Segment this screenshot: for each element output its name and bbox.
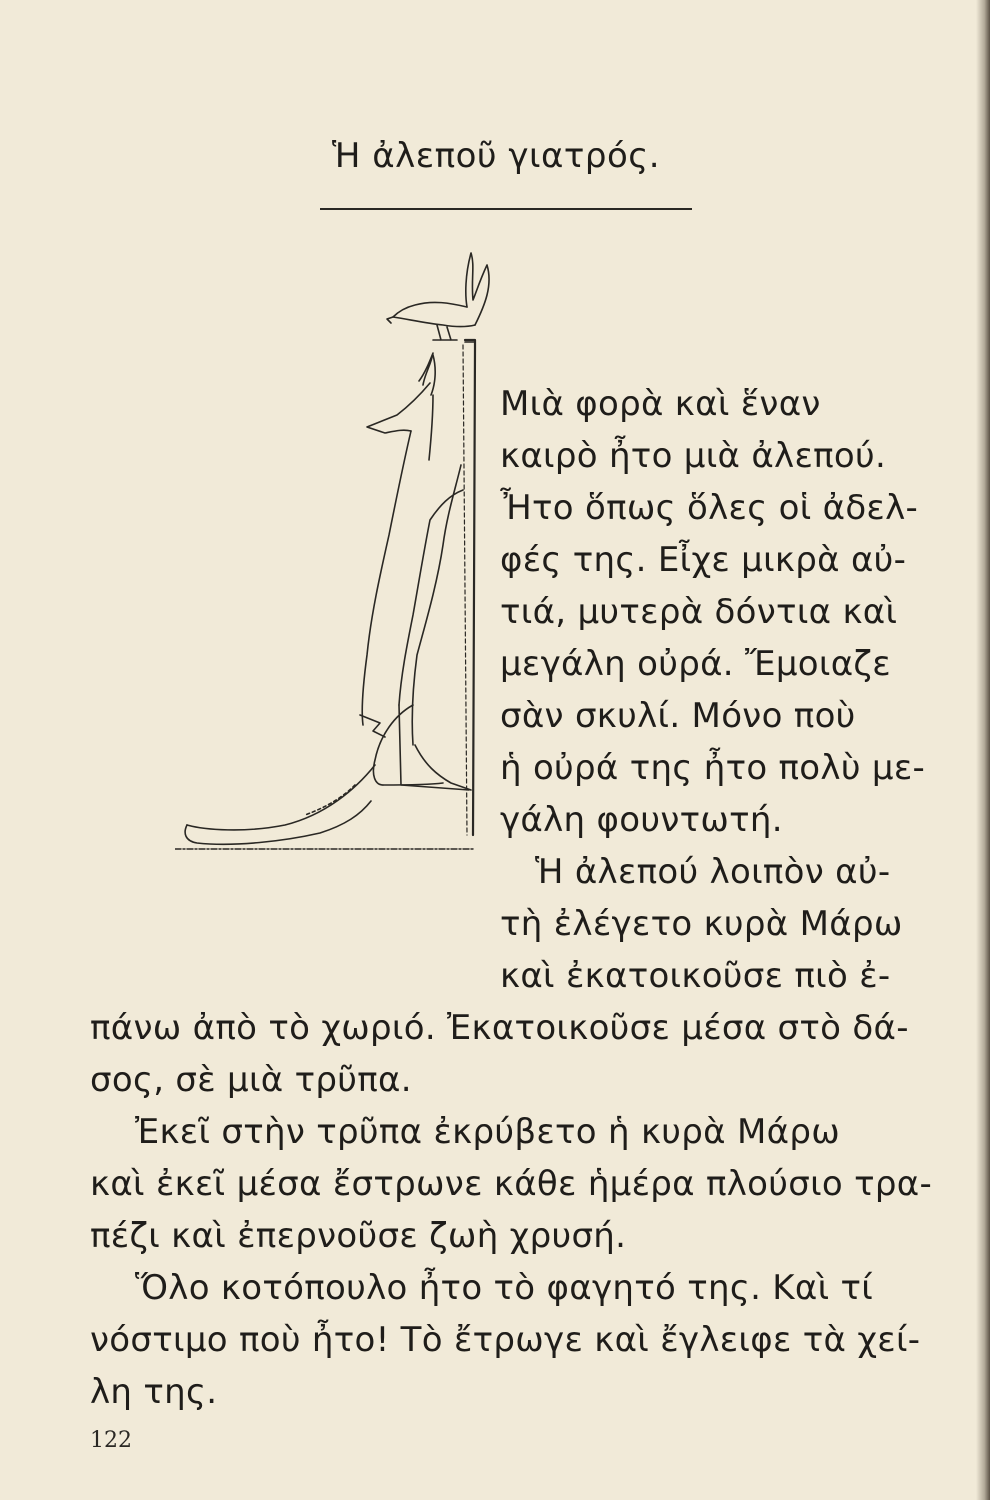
text-line: Ἐκεῖ στὴν τρῦπα ἐκρύβετο ἡ κυρὰ Μάρω — [135, 1112, 840, 1152]
text-line: φές της. Εἶχε μικρὰ αὐ- — [500, 540, 907, 580]
text-line: Ἡ ἀλεπού λοιπὸν αὐ- — [535, 852, 891, 892]
text-line: νόστιμο ποὺ ἦτο! Τὸ ἔτρωγε καὶ ἔγλειφε τὰ χεί- — [90, 1320, 921, 1360]
text-line: τὴ ἐλέγετο κυρὰ Μάρω — [500, 904, 903, 944]
text-line: καὶ ἐκατοικοῦσε πιὸ ἐ- — [500, 956, 891, 996]
text-line: μεγάλη οὐρά. Ἔμοιαζε — [500, 644, 891, 684]
text-line: Μιὰ φορὰ καὶ ἕναν — [500, 384, 821, 424]
text-line: σὰν σκυλί. Μόνο ποὺ — [500, 696, 856, 736]
page-number: 122 — [90, 1428, 132, 1453]
page-edge-shadow — [976, 0, 990, 1500]
text-line: καιρὸ ἦτο μιὰ ἀλεπού. — [500, 436, 887, 476]
text-line: πέζι καὶ ἐπερνοῦσε ζωὴ χρυσή. — [90, 1216, 627, 1256]
text-line: Ἦτο ὅπως ὅλες οἱ ἀδελ- — [500, 488, 919, 528]
text-line: λη της. — [90, 1372, 218, 1412]
text-line: τιά, μυτερὰ δόντια καὶ — [500, 592, 898, 632]
text-line: πάνω ἀπὸ τὸ χωριό. Ἐκατοικοῦσε μέσα στὸ δά- — [90, 1008, 909, 1048]
text-line: καὶ ἐκεῖ μέσα ἔστρωνε κάθε ἡμέρα πλούσιο τρα- — [90, 1164, 933, 1204]
text-line: Ὅλο κοτόπουλο ἦτο τὸ φαγητό της. Καὶ τί — [135, 1268, 874, 1308]
fox-and-hen-illustration — [175, 245, 495, 865]
text-line: γάλη φουντωτή. — [500, 800, 783, 840]
title-underline — [320, 208, 692, 210]
text-line: ἡ οὐρά της ἦτο πολὺ με- — [500, 748, 926, 788]
chapter-title: Ἡ ἀλεποῦ γιατρός. — [332, 136, 661, 176]
fox-and-hen-drawing-icon — [175, 245, 495, 865]
text-line: σος, σὲ μιὰ τρῦπα. — [90, 1060, 412, 1100]
